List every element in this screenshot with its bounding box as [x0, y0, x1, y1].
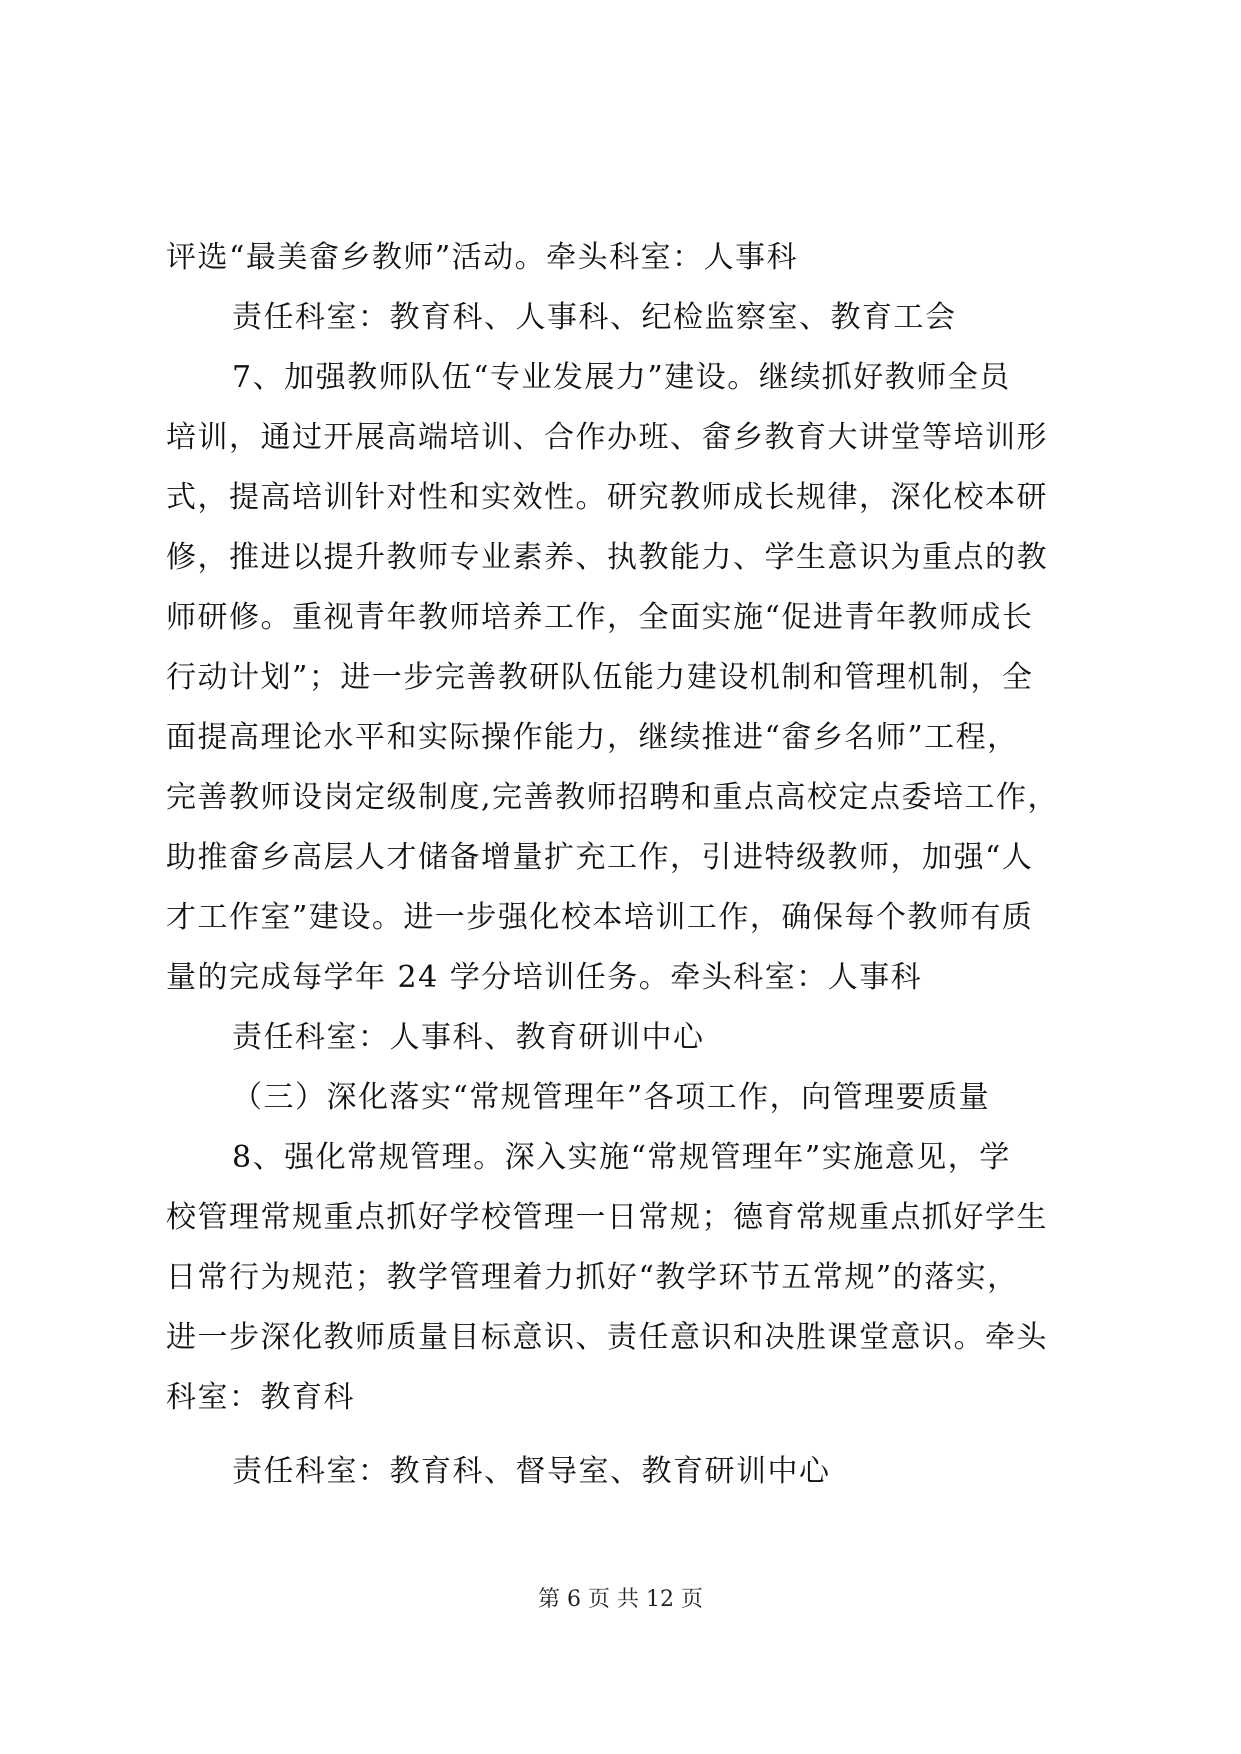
text-line: 评选“最美畲乡教师”活动。牵头科室：人事科 [166, 240, 799, 275]
text-line: 师研修。重视青年教师培养工作，全面实施“促进青年教师成长 [166, 600, 1034, 635]
page-number-footer: 第 6 页 共 12 页 [538, 1587, 703, 1612]
text-line: 量的完成每学年 24 学分培训任务。牵头科室：人事科 [166, 960, 923, 995]
text-line: 培训，通过开展高端培训、合作办班、畲乡教育大讲堂等培训形 [166, 420, 1048, 455]
responsible-dept-line: 责任科室：教育科、人事科、纪检监察室、教育工会 [232, 300, 957, 335]
section-3-heading: （三）深化落实“常规管理年”各项工作，向管理要质量 [232, 1080, 991, 1115]
text-line: 修，推进以提升教师专业素养、执教能力、学生意识为重点的教 [166, 540, 1048, 575]
text-line: 完善教师设岗定级制度,完善教师招聘和重点高校定点委培工作， [166, 780, 1060, 815]
item-8-heading: 8、强化常规管理。深入实施“常规管理年”实施意见，学 [232, 1140, 1011, 1175]
responsible-dept-line: 责任科室：人事科、教育研训中心 [232, 1020, 705, 1055]
text-line: 日常行为规范；教学管理着力抓好“教学环节五常规”的落实， [166, 1260, 1019, 1295]
text-line: 面提高理论水平和实际操作能力，继续推进“畲乡名师”工程， [166, 720, 1019, 755]
text-line: 进一步深化教师质量目标意识、责任意识和决胜课堂意识。牵头 [166, 1320, 1048, 1355]
text-line: 科室：教育科 [166, 1380, 355, 1415]
text-line: 才工作室”建设。进一步强化校本培训工作，确保每个教师有质 [166, 900, 1034, 935]
item-7-heading: 7、加强教师队伍“专业发展力”建设。继续抓好教师全员 [232, 360, 1011, 395]
text-line: 式，提高培训针对性和实效性。研究教师成长规律，深化校本研 [166, 480, 1048, 515]
text-line: 行动计划”；进一步完善教研队伍能力建设机制和管理机制，全 [166, 660, 1034, 695]
responsible-dept-line: 责任科室：教育科、督导室、教育研训中心 [232, 1454, 831, 1489]
text-line: 助推畲乡高层人才储备增量扩充工作，引进特级教师，加强“人 [166, 840, 1034, 875]
text-line: 校管理常规重点抓好学校管理一日常规；德育常规重点抓好学生 [166, 1200, 1048, 1235]
